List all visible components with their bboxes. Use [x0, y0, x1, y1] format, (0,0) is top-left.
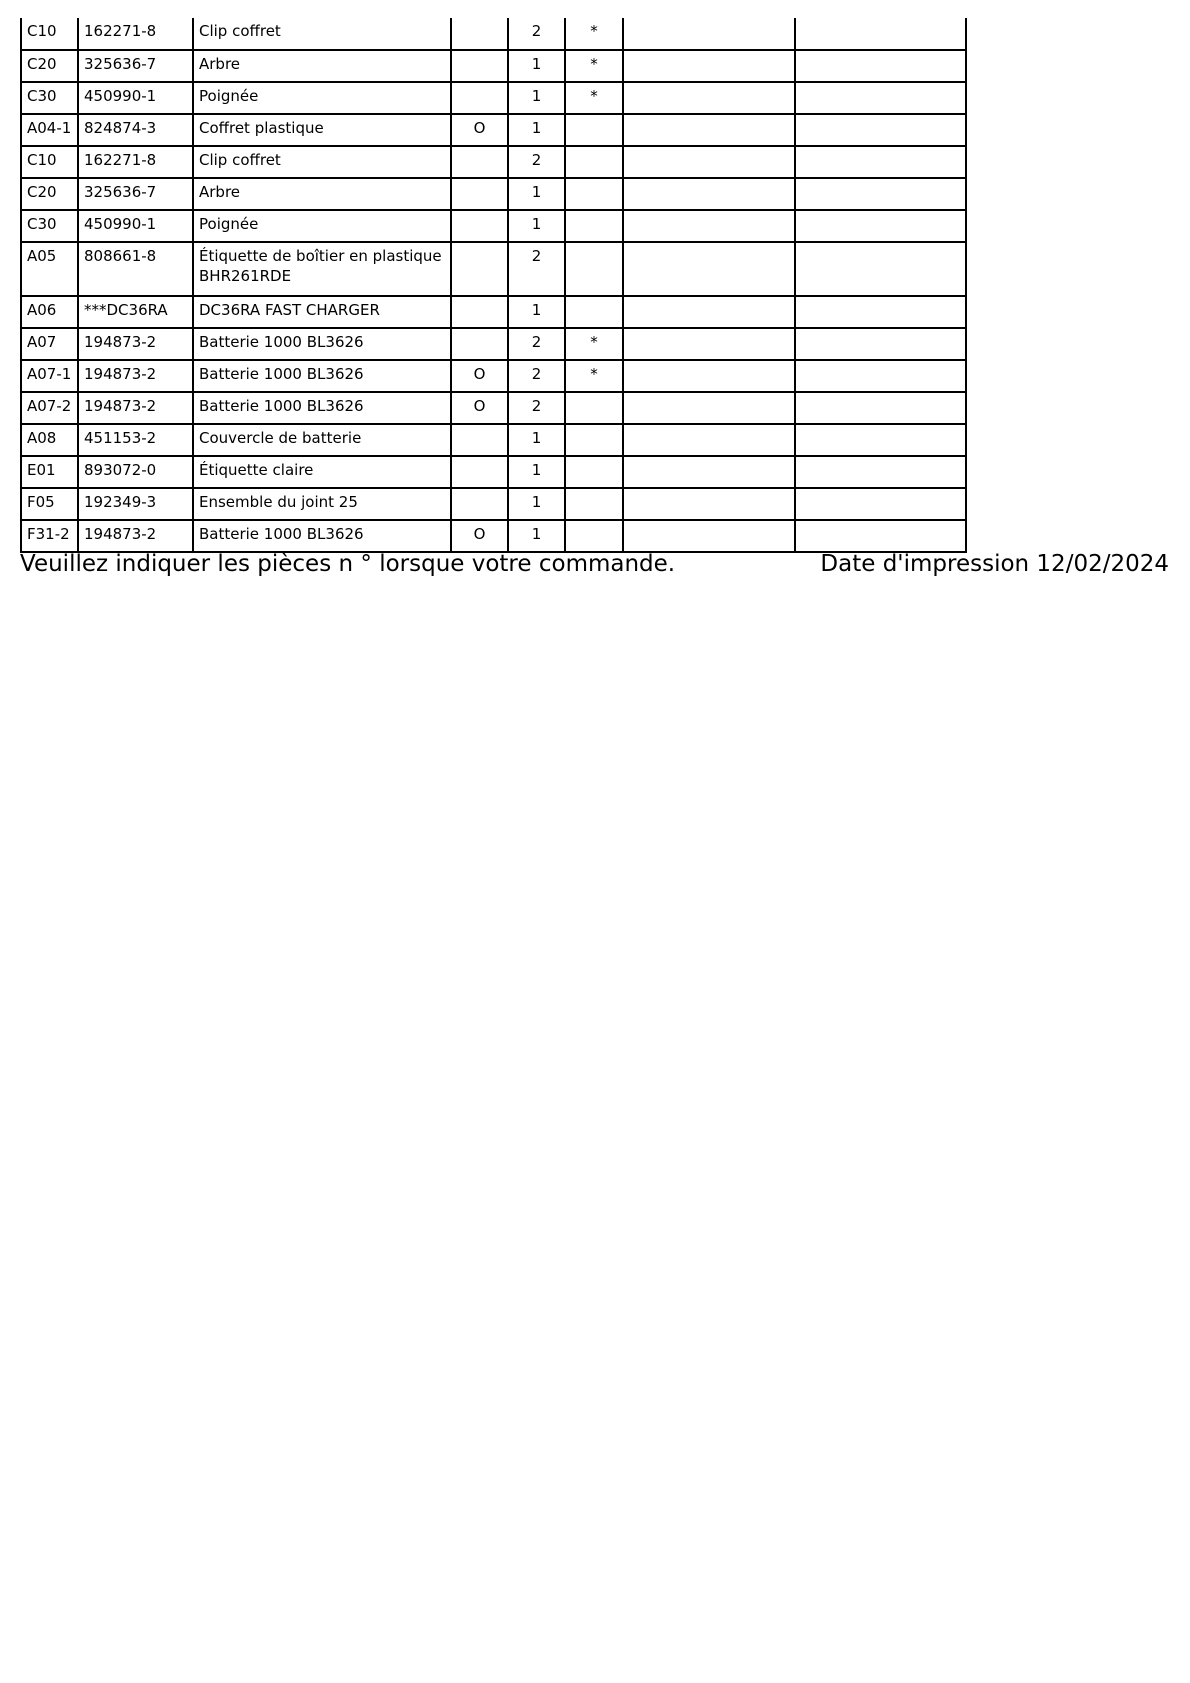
extra-cell-text	[801, 297, 960, 300]
note-cell	[565, 242, 623, 296]
part-number-cell-text: ***DC36RA	[84, 301, 168, 319]
part-number-cell	[78, 114, 193, 146]
option-cell-text	[457, 329, 502, 332]
description-cell	[193, 488, 451, 520]
ref-cell	[21, 146, 78, 178]
note-cell-text	[571, 211, 617, 214]
table-row	[21, 296, 966, 328]
extra-cell-text	[801, 361, 960, 364]
table-row	[21, 50, 966, 82]
extra-cell	[623, 328, 795, 360]
description-cell	[193, 242, 451, 296]
extra-cell-text	[801, 243, 960, 246]
ref-cell-text: A06	[27, 301, 57, 319]
extra-cell-text	[629, 489, 789, 492]
note-cell-text: *	[590, 55, 598, 73]
extra-cell	[623, 146, 795, 178]
note-cell	[565, 146, 623, 178]
extra-cell-text	[801, 425, 960, 428]
description-cell-text: Arbre	[199, 55, 241, 73]
part-number-cell	[78, 18, 193, 50]
extra-cell	[623, 296, 795, 328]
option-cell-text: O	[473, 525, 486, 543]
print-date-text: Date d'impression 12/02/2024	[820, 551, 1169, 577]
table-row	[21, 392, 966, 424]
quantity-cell	[508, 424, 565, 456]
extra-cell	[623, 210, 795, 242]
quantity-cell	[508, 360, 565, 392]
ref-cell-text: C20	[27, 55, 57, 73]
extra-cell-text	[629, 83, 789, 86]
table-row	[21, 520, 966, 552]
option-cell	[451, 392, 508, 424]
extra-cell	[623, 18, 795, 50]
extra-cell-text	[801, 147, 960, 150]
part-number-cell-text: 194873-2	[84, 365, 157, 383]
quantity-cell-text: 1	[531, 55, 542, 73]
note-cell-text	[571, 243, 617, 246]
description-cell-text: Poignée	[199, 87, 259, 105]
part-number-cell	[78, 488, 193, 520]
part-number-cell	[78, 360, 193, 392]
table-row	[21, 488, 966, 520]
quantity-cell	[508, 210, 565, 242]
description-cell-text: Clip coffret	[199, 151, 281, 169]
option-cell-text	[457, 83, 502, 86]
description-cell	[193, 178, 451, 210]
part-number-cell	[78, 210, 193, 242]
note-cell-text	[571, 297, 617, 300]
order-instruction-text: Veuillez indiquer les pièces n ° lorsque votre commande.	[20, 551, 676, 577]
extra-cell	[623, 488, 795, 520]
ref-cell-text: C10	[27, 22, 57, 40]
extra-cell	[795, 360, 966, 392]
part-number-cell	[78, 178, 193, 210]
extra-cell	[623, 242, 795, 296]
option-cell	[451, 242, 508, 296]
part-number-cell-text: 450990-1	[84, 215, 157, 233]
quantity-cell	[508, 488, 565, 520]
note-cell-text	[571, 425, 617, 428]
quantity-cell-text: 1	[531, 525, 542, 543]
part-number-cell	[78, 146, 193, 178]
ref-cell-text: C30	[27, 87, 57, 105]
part-number-cell	[78, 424, 193, 456]
quantity-cell	[508, 242, 565, 296]
part-number-cell-text: 194873-2	[84, 525, 157, 543]
description-cell	[193, 392, 451, 424]
quantity-cell-text: 1	[531, 493, 542, 511]
part-number-cell-text: 893072-0	[84, 461, 157, 479]
table-row	[21, 328, 966, 360]
extra-cell-text	[801, 51, 960, 54]
table-row	[21, 456, 966, 488]
option-cell-text	[457, 457, 502, 460]
extra-cell-text	[801, 457, 960, 460]
quantity-cell	[508, 50, 565, 82]
description-cell	[193, 50, 451, 82]
part-number-cell-text: 808661-8	[84, 247, 157, 265]
ref-cell	[21, 520, 78, 552]
quantity-cell-text: 1	[531, 183, 542, 201]
ref-cell-text: A07-1	[27, 365, 72, 383]
extra-cell	[623, 392, 795, 424]
part-number-cell-text: 162271-8	[84, 22, 157, 40]
option-cell	[451, 50, 508, 82]
option-cell-text	[457, 243, 502, 246]
option-cell-text	[457, 489, 502, 492]
part-number-cell-text: 162271-8	[84, 151, 157, 169]
extra-cell	[795, 18, 966, 50]
option-cell-text: O	[473, 119, 486, 137]
quantity-cell-text: 1	[531, 87, 542, 105]
option-cell-text	[457, 425, 502, 428]
ref-cell-text: C30	[27, 215, 57, 233]
description-cell-text: Étiquette de boîtier en plastique BHR261RDE	[199, 247, 442, 285]
description-cell-text: Étiquette claire	[199, 461, 314, 479]
option-cell	[451, 178, 508, 210]
quantity-cell	[508, 296, 565, 328]
option-cell	[451, 210, 508, 242]
option-cell	[451, 114, 508, 146]
quantity-cell-text: 2	[531, 397, 542, 415]
option-cell	[451, 424, 508, 456]
description-cell-text: Coffret plastique	[199, 119, 324, 137]
description-cell	[193, 424, 451, 456]
description-cell	[193, 210, 451, 242]
extra-cell-text	[629, 521, 789, 524]
option-cell-text	[457, 179, 502, 182]
table-row	[21, 242, 966, 296]
description-cell-text: Batterie 1000 BL3626	[199, 365, 364, 383]
option-cell-text	[457, 51, 502, 54]
note-cell	[565, 456, 623, 488]
ref-cell	[21, 114, 78, 146]
part-number-cell-text: 325636-7	[84, 183, 157, 201]
description-cell	[193, 82, 451, 114]
parts-table-body	[21, 18, 966, 552]
description-cell-text: Ensemble du joint 25	[199, 493, 358, 511]
description-cell	[193, 146, 451, 178]
extra-cell-text	[629, 179, 789, 182]
quantity-cell-text: 1	[531, 461, 542, 479]
note-cell-text	[571, 521, 617, 524]
option-cell	[451, 82, 508, 114]
option-cell	[451, 360, 508, 392]
table-row	[21, 114, 966, 146]
option-cell-text: O	[473, 365, 486, 383]
table-row	[21, 360, 966, 392]
part-number-cell-text: 451153-2	[84, 429, 157, 447]
extra-cell-text	[629, 425, 789, 428]
note-cell	[565, 328, 623, 360]
extra-cell-text	[629, 329, 789, 332]
note-cell	[565, 424, 623, 456]
extra-cell-text	[801, 521, 960, 524]
extra-cell	[795, 392, 966, 424]
extra-cell-text	[629, 211, 789, 214]
note-cell	[565, 296, 623, 328]
extra-cell	[795, 424, 966, 456]
part-number-cell	[78, 392, 193, 424]
ref-cell-text: F05	[27, 493, 55, 511]
ref-cell	[21, 424, 78, 456]
note-cell	[565, 520, 623, 552]
extra-cell	[795, 82, 966, 114]
option-cell	[451, 456, 508, 488]
description-cell-text: Poignée	[199, 215, 259, 233]
ref-cell-text: F31-2	[27, 525, 70, 543]
extra-cell-text	[629, 457, 789, 460]
extra-cell	[623, 50, 795, 82]
ref-cell-text: A07	[27, 333, 57, 351]
quantity-cell-text: 2	[531, 365, 542, 383]
extra-cell	[623, 424, 795, 456]
table-row	[21, 146, 966, 178]
quantity-cell-text: 1	[531, 301, 542, 319]
quantity-cell	[508, 146, 565, 178]
extra-cell-text	[629, 147, 789, 150]
table-row	[21, 210, 966, 242]
ref-cell	[21, 210, 78, 242]
note-cell-text: *	[590, 333, 598, 351]
extra-cell-text	[629, 18, 789, 21]
ref-cell-text: A08	[27, 429, 57, 447]
option-cell-text	[457, 297, 502, 300]
note-cell	[565, 178, 623, 210]
option-cell-text	[457, 18, 502, 21]
table-row	[21, 178, 966, 210]
extra-cell-text	[629, 297, 789, 300]
quantity-cell	[508, 520, 565, 552]
part-number-cell	[78, 242, 193, 296]
extra-cell	[795, 328, 966, 360]
extra-cell	[623, 456, 795, 488]
extra-cell	[795, 242, 966, 296]
part-number-cell	[78, 296, 193, 328]
ref-cell	[21, 18, 78, 50]
ref-cell	[21, 242, 78, 296]
description-cell-text: Batterie 1000 BL3626	[199, 397, 364, 415]
description-cell	[193, 520, 451, 552]
option-cell	[451, 296, 508, 328]
note-cell-text: *	[590, 365, 598, 383]
note-cell	[565, 360, 623, 392]
option-cell-text	[457, 211, 502, 214]
quantity-cell-text: 2	[531, 247, 542, 265]
note-cell-text	[571, 179, 617, 182]
ref-cell-text: E01	[27, 461, 56, 479]
extra-cell-text	[629, 115, 789, 118]
extra-cell	[795, 146, 966, 178]
part-number-cell	[78, 520, 193, 552]
extra-cell	[623, 82, 795, 114]
ref-cell	[21, 178, 78, 210]
quantity-cell	[508, 328, 565, 360]
note-cell-text	[571, 115, 617, 118]
part-number-cell	[78, 456, 193, 488]
description-cell-text: DC36RA FAST CHARGER	[199, 301, 380, 319]
quantity-cell	[508, 18, 565, 50]
ref-cell	[21, 50, 78, 82]
part-number-cell-text: 824874-3	[84, 119, 157, 137]
quantity-cell-text: 1	[531, 429, 542, 447]
quantity-cell-text: 2	[531, 151, 542, 169]
description-cell-text: Couvercle de batterie	[199, 429, 362, 447]
ref-cell-text: A05	[27, 247, 57, 265]
extra-cell-text	[629, 51, 789, 54]
note-cell	[565, 488, 623, 520]
extra-cell	[795, 456, 966, 488]
table-row	[21, 82, 966, 114]
part-number-cell-text: 192349-3	[84, 493, 157, 511]
note-cell-text	[571, 147, 617, 150]
description-cell-text: Batterie 1000 BL3626	[199, 525, 364, 543]
extra-cell	[795, 178, 966, 210]
part-number-cell-text: 194873-2	[84, 333, 157, 351]
option-cell	[451, 488, 508, 520]
quantity-cell	[508, 114, 565, 146]
note-cell-text	[571, 457, 617, 460]
extra-cell	[623, 520, 795, 552]
extra-cell-text	[801, 115, 960, 118]
description-cell	[193, 296, 451, 328]
note-cell-text: *	[590, 22, 598, 40]
part-number-cell	[78, 50, 193, 82]
extra-cell	[623, 114, 795, 146]
quantity-cell	[508, 82, 565, 114]
ref-cell-text: A04-1	[27, 119, 72, 137]
extra-cell-text	[801, 329, 960, 332]
note-cell	[565, 392, 623, 424]
description-cell-text: Arbre	[199, 183, 241, 201]
part-number-cell-text: 450990-1	[84, 87, 157, 105]
description-cell-text: Clip coffret	[199, 22, 281, 40]
description-cell	[193, 114, 451, 146]
extra-cell	[795, 520, 966, 552]
extra-cell-text	[629, 243, 789, 246]
extra-cell	[623, 178, 795, 210]
part-number-cell-text: 194873-2	[84, 397, 157, 415]
extra-cell-text	[629, 393, 789, 396]
note-cell	[565, 114, 623, 146]
parts-table	[20, 18, 967, 553]
quantity-cell	[508, 178, 565, 210]
ref-cell-text: A07-2	[27, 397, 72, 415]
extra-cell-text	[801, 393, 960, 396]
extra-cell-text	[801, 83, 960, 86]
description-cell	[193, 360, 451, 392]
ref-cell	[21, 296, 78, 328]
note-cell	[565, 18, 623, 50]
note-cell	[565, 210, 623, 242]
ref-cell	[21, 392, 78, 424]
note-cell	[565, 50, 623, 82]
ref-cell	[21, 328, 78, 360]
quantity-cell	[508, 392, 565, 424]
option-cell	[451, 328, 508, 360]
ref-cell-text: C20	[27, 183, 57, 201]
extra-cell	[795, 488, 966, 520]
extra-cell	[795, 114, 966, 146]
description-cell	[193, 328, 451, 360]
option-cell-text: O	[473, 397, 486, 415]
quantity-cell-text: 1	[531, 215, 542, 233]
quantity-cell-text: 2	[531, 22, 542, 40]
quantity-cell-text: 2	[531, 333, 542, 351]
table-row	[21, 18, 966, 50]
extra-cell-text	[801, 211, 960, 214]
ref-cell	[21, 360, 78, 392]
extra-cell-text	[801, 18, 960, 21]
ref-cell-text: C10	[27, 151, 57, 169]
extra-cell	[795, 50, 966, 82]
extra-cell	[795, 210, 966, 242]
part-number-cell	[78, 328, 193, 360]
note-cell-text	[571, 393, 617, 396]
description-cell	[193, 456, 451, 488]
extra-cell-text	[801, 489, 960, 492]
ref-cell	[21, 488, 78, 520]
quantity-cell-text: 1	[531, 119, 542, 137]
ref-cell	[21, 456, 78, 488]
ref-cell	[21, 82, 78, 114]
option-cell	[451, 520, 508, 552]
option-cell	[451, 146, 508, 178]
part-number-cell-text: 325636-7	[84, 55, 157, 73]
note-cell	[565, 82, 623, 114]
description-cell-text: Batterie 1000 BL3626	[199, 333, 364, 351]
extra-cell-text	[629, 361, 789, 364]
table-row	[21, 424, 966, 456]
part-number-cell	[78, 82, 193, 114]
option-cell-text	[457, 147, 502, 150]
extra-cell-text	[801, 179, 960, 182]
note-cell-text	[571, 489, 617, 492]
extra-cell	[795, 296, 966, 328]
description-cell	[193, 18, 451, 50]
note-cell-text: *	[590, 87, 598, 105]
quantity-cell	[508, 456, 565, 488]
extra-cell	[623, 360, 795, 392]
option-cell	[451, 18, 508, 50]
